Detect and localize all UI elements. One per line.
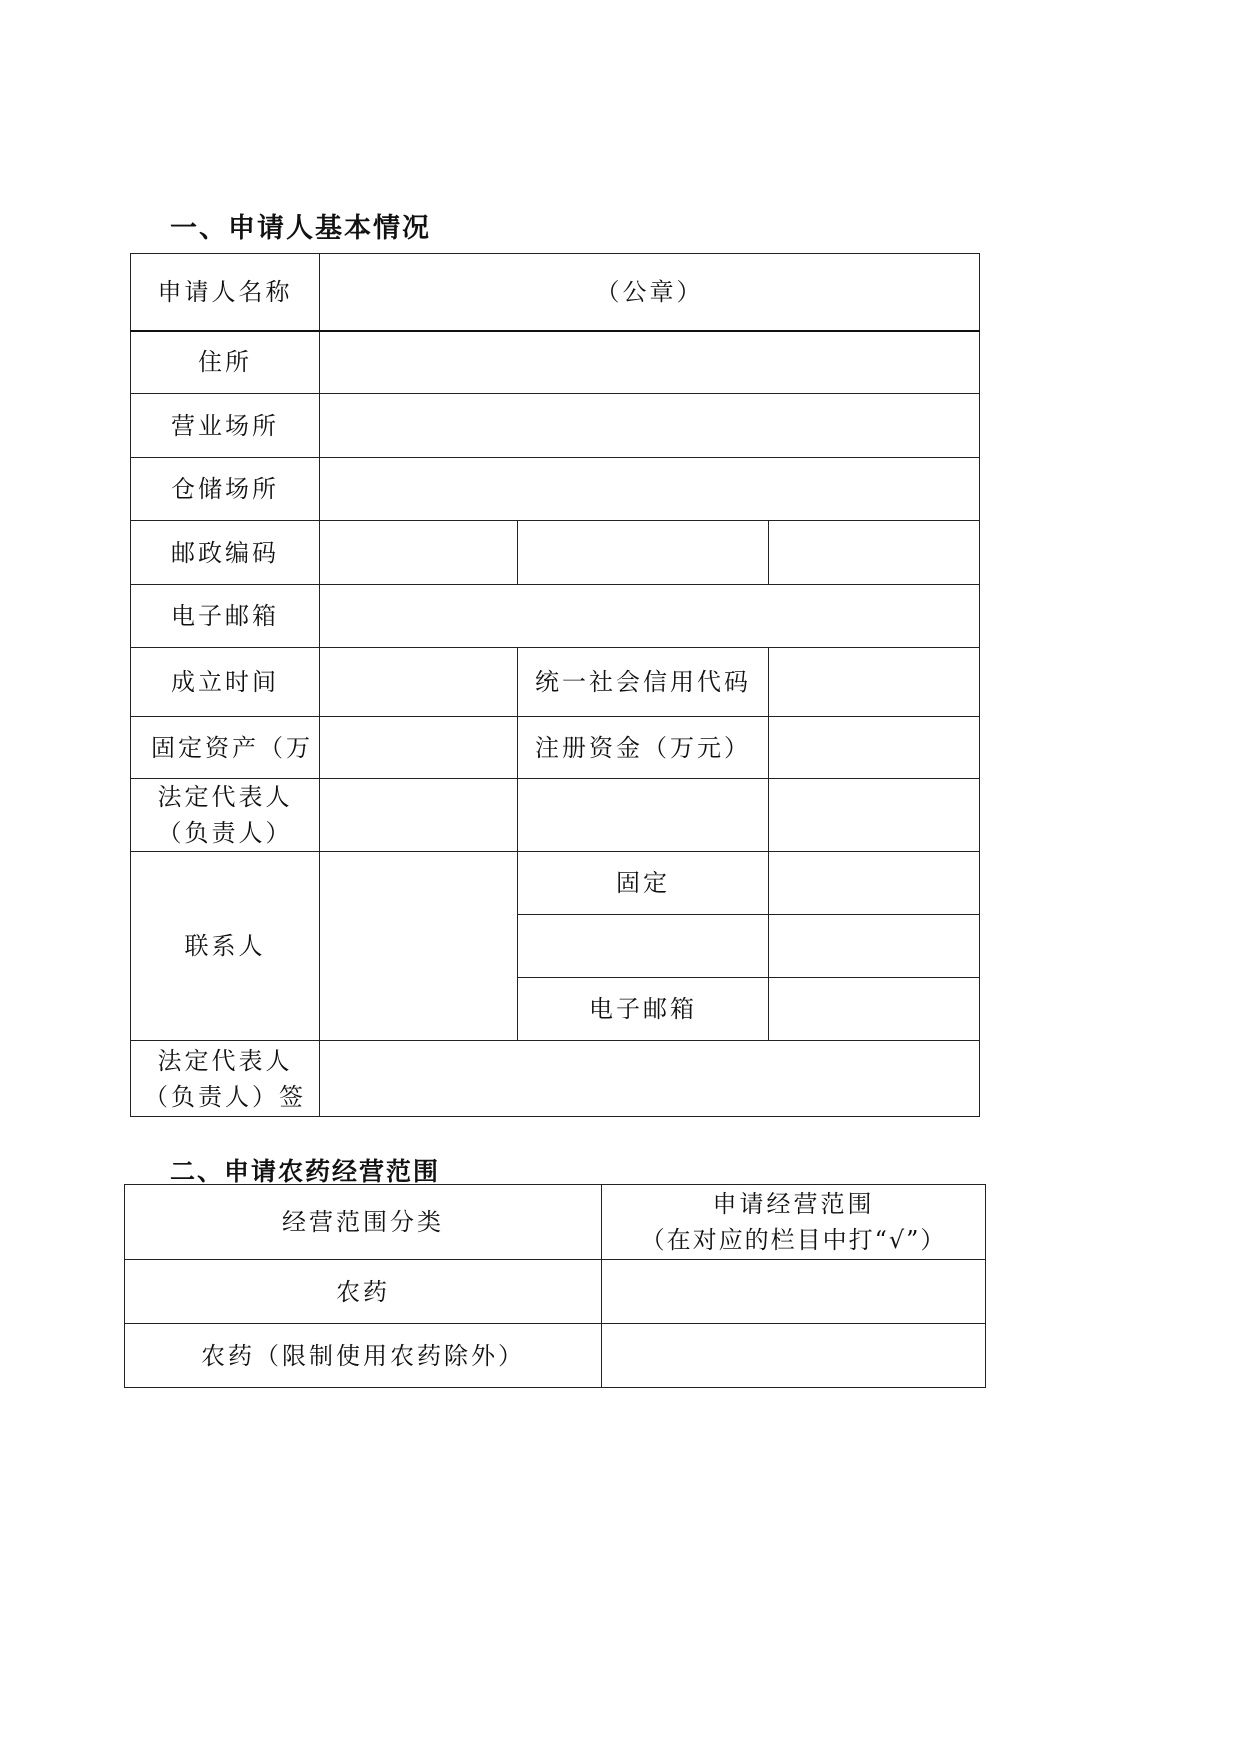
scope-category-pesticide-excl-restricted: 农药（限制使用农药除外）: [125, 1324, 602, 1388]
legal-rep-extra-field[interactable]: [769, 779, 980, 852]
storage-place-field[interactable]: [320, 458, 980, 521]
scope-category-header: 经营范围分类: [125, 1185, 602, 1260]
legal-rep-label-line2: （负责人）: [157, 819, 293, 847]
contact-mobile-field[interactable]: [769, 915, 980, 978]
postcode-field[interactable]: [320, 521, 518, 585]
legal-rep-label: [131, 779, 320, 852]
postcode-extra-field[interactable]: [769, 521, 980, 585]
legal-rep-label-line1: 法定代表人: [157, 783, 293, 811]
section1-heading: 一、申请人基本情况: [170, 213, 431, 244]
business-place-label: 营业场所: [131, 394, 320, 458]
signature-label-line2: （负责人）签: [144, 1083, 306, 1111]
email-label: 电子邮箱: [131, 585, 320, 648]
established-label: 成立时间: [131, 648, 320, 717]
applicant-name-field[interactable]: （公章）: [320, 254, 980, 331]
postcode-label: 邮政编码: [131, 521, 320, 585]
scope-apply-header: [602, 1185, 986, 1260]
table-row: [131, 394, 980, 458]
table-row: [131, 254, 980, 331]
contact-mobile-label: [518, 915, 769, 978]
legal-rep-extra-label: [518, 779, 769, 852]
fixed-assets-label: 固定资产（万: [131, 717, 320, 779]
table-row: [131, 1041, 980, 1117]
table-row: [125, 1324, 986, 1388]
contact-email-field[interactable]: [769, 978, 980, 1041]
scope-check-pesticide[interactable]: [602, 1260, 986, 1324]
signature-label-line1: 法定代表人: [157, 1047, 293, 1075]
storage-place-label: 仓储场所: [131, 458, 320, 521]
scope-check-pesticide-excl-restricted[interactable]: [602, 1324, 986, 1388]
contact-email-label: 电子邮箱: [518, 978, 769, 1041]
residence-label: 住所: [131, 331, 320, 394]
credit-code-field[interactable]: [769, 648, 980, 717]
contact-label: 联系人: [131, 852, 320, 1041]
table-row: [131, 779, 980, 852]
applicant-info-table: [130, 253, 980, 1117]
table-row: [131, 331, 980, 394]
signature-label: [131, 1041, 320, 1117]
registered-capital-label: 注册资金（万元）: [518, 717, 769, 779]
business-place-field[interactable]: [320, 394, 980, 458]
section2-heading: 二、申请农药经营范围: [170, 1157, 441, 1186]
registered-capital-field[interactable]: [769, 717, 980, 779]
table-row: [131, 648, 980, 717]
email-field[interactable]: [320, 585, 980, 648]
table-row: [125, 1260, 986, 1324]
credit-code-label: 统一社会信用代码: [518, 648, 769, 717]
postcode-extra-label: [518, 521, 769, 585]
table-row: [131, 717, 980, 779]
applicant-name-label: 申请人名称: [131, 254, 320, 331]
business-scope-table: [124, 1184, 986, 1388]
table-row: [131, 521, 980, 585]
contact-name-field[interactable]: [320, 852, 518, 1041]
signature-field[interactable]: [320, 1041, 980, 1117]
established-field[interactable]: [320, 648, 518, 717]
table-row: [131, 852, 980, 915]
legal-rep-field[interactable]: [320, 779, 518, 852]
fixed-assets-field[interactable]: [320, 717, 518, 779]
contact-fixed-field[interactable]: [769, 852, 980, 915]
table-row: [131, 585, 980, 648]
scope-category-pesticide: 农药: [125, 1260, 602, 1324]
scope-apply-header-line2: （在对应的栏目中打“√”）: [640, 1226, 947, 1254]
table-row: [131, 458, 980, 521]
scope-apply-header-line1: 申请经营范围: [712, 1190, 875, 1218]
contact-fixed-label: 固定: [518, 852, 769, 915]
table-row: [125, 1185, 986, 1260]
residence-field[interactable]: [320, 331, 980, 394]
